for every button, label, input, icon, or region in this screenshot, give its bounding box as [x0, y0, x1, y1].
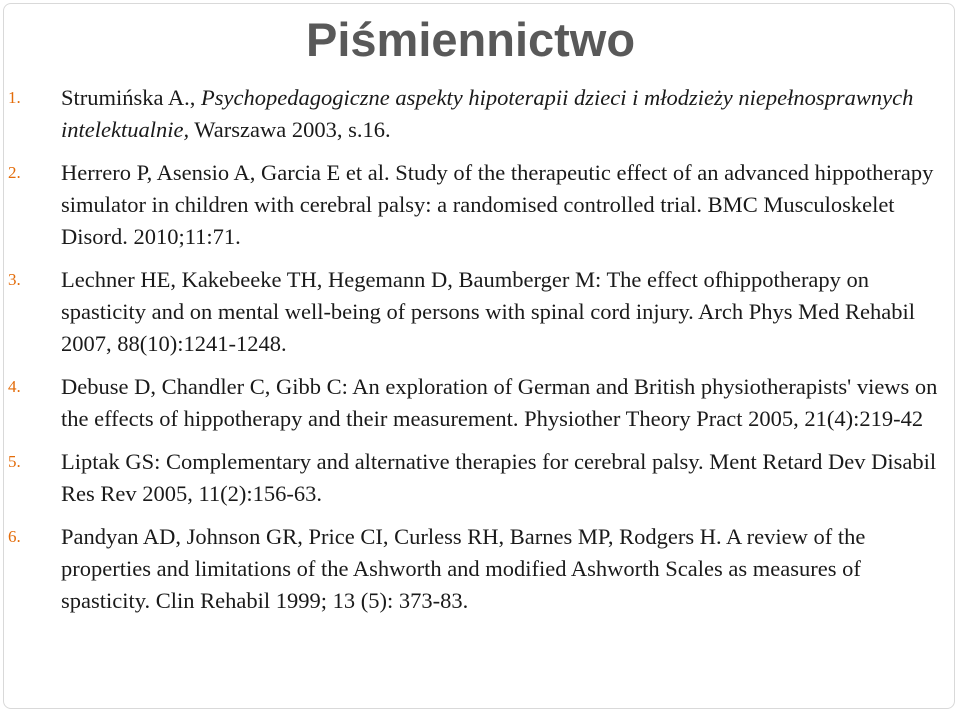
reference-item-3 [0, 264, 960, 360]
reference-text: Pandyan AD, Johnson GR, Price CI, Curless RH, Barnes MP, Rodgers H. A review of the properties and limitations of the Ashworth and modified Ashworth Scales as measures of spasticity. Clin Rehabil 1999; 13 (5): 373-83. [61, 524, 866, 613]
slide-title: Piśmiennictwo [306, 13, 636, 66]
reference-number: 6. [8, 527, 21, 546]
reference-number: 3. [8, 270, 21, 289]
reference-item-4 [0, 371, 960, 435]
reference-source: Warszawa 2003, s.16. [189, 117, 391, 142]
reference-text: Herrero P, Asensio A, Garcia E et al. Study of the therapeutic effect of an advanced hippotherapy simulator in children with cerebral palsy: a randomised controlled trial. BMC Musculoskelet Disord. 2010;11:71. [61, 160, 934, 249]
reference-item-6 [0, 521, 960, 617]
reference-number: 1. [8, 88, 21, 107]
reference-text: Lechner HE, Kakebeeke TH, Hegemann D, Baumberger M: The effect ofhippotherapy on spasticity and on mental well-being of persons with spinal cord injury. Arch Phys Med Rehabil 2007, 88(10):1241-1248. [61, 267, 916, 356]
reference-number: 4. [8, 377, 21, 396]
reference-number: 5. [8, 452, 21, 471]
reference-item-2 [0, 157, 960, 253]
reference-text: Liptak GS: Complementary and alternative therapies for cerebral palsy. Ment Retard Dev Disabil Res Rev 2005, 11(2):156-63. [61, 449, 937, 506]
reference-item-1 [0, 82, 960, 146]
reference-text [61, 82, 951, 146]
reference-list [0, 82, 960, 628]
reference-authors: Strumińska A., [61, 85, 202, 110]
reference-title-italic: Psychopedagogiczne aspekty hipoterapii dzieci i młodzieży niepełnosprawnych intelektualnie, [61, 85, 914, 142]
reference-text: Debuse D, Chandler C, Gibb C: An exploration of German and British physiotherapists' views on the effects of hippotherapy and their measurement. Physiother Theory Pract 2005, 21(4):219-42 [61, 374, 938, 431]
reference-item-5 [0, 446, 960, 510]
reference-number: 2. [8, 163, 21, 182]
